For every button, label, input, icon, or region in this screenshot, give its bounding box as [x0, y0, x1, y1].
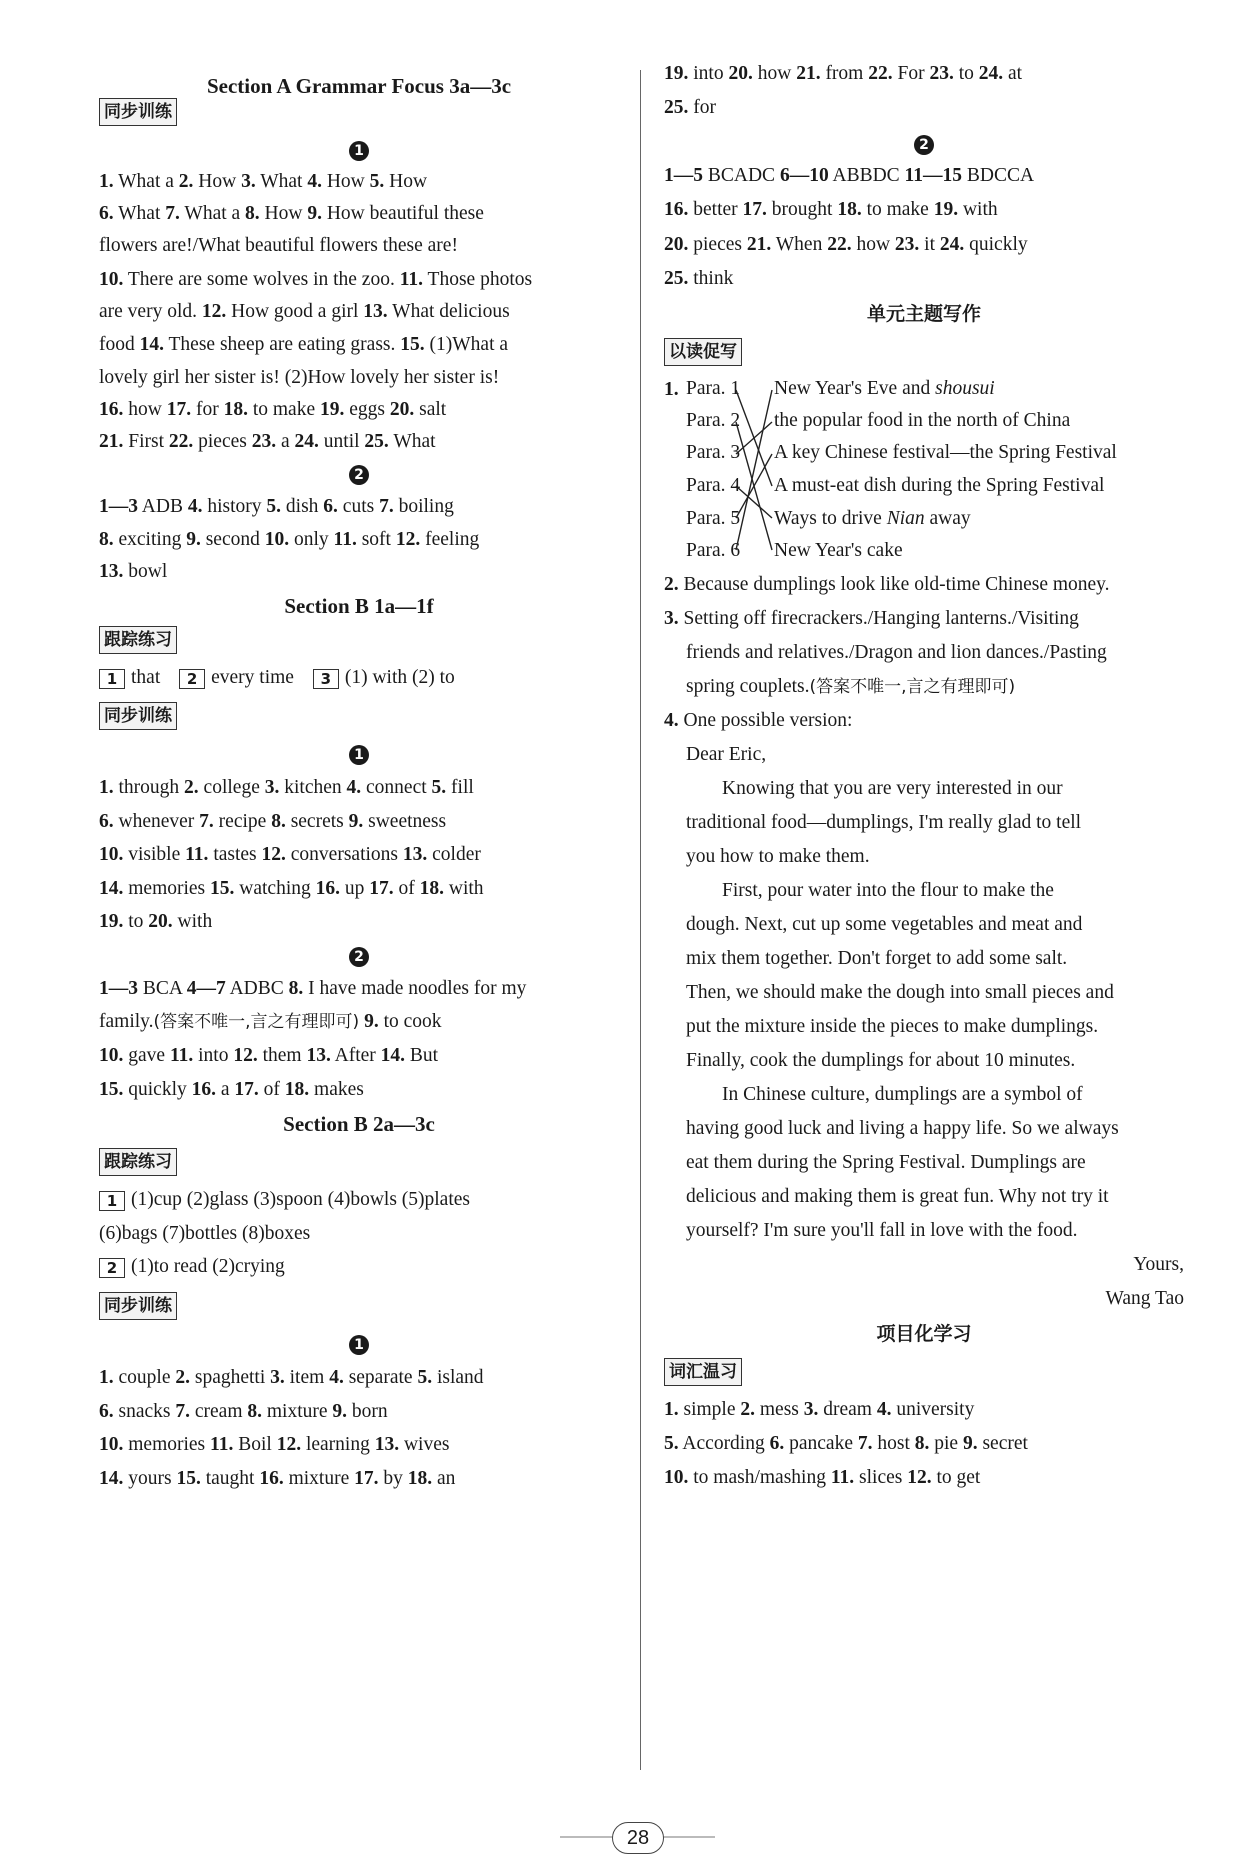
answer-line: 6. snacks 7. cream 8. mixture 9. born	[99, 1401, 388, 1422]
answer-line: (6)bags (7)bottles (8)boxes	[99, 1223, 311, 1244]
answer-line: spring couplets.(答案不唯一,言之有理即可)	[686, 676, 1016, 697]
marker-2: 2	[664, 132, 1184, 156]
answer-line: 1 (1)cup (2)glass (3)spoon (4)bowls (5)plates	[99, 1188, 470, 1212]
tag-genzong-1: 跟踪练习	[99, 626, 177, 654]
answer-line: 1 that 2 every time 3 (1) with (2) to	[99, 666, 455, 690]
marker-1: 1	[99, 742, 619, 766]
letter-line: Finally, cook the dumplings for about 10 minutes.	[686, 1050, 1076, 1071]
answer-line: 16. better 17. brought 18. to make 19. with	[664, 199, 998, 220]
column-divider	[640, 70, 641, 1770]
letter-closing: Yours,	[1133, 1254, 1184, 1275]
answer-line: flowers are!/What beautiful flowers these are!	[99, 235, 458, 256]
para-label: Para. 1	[686, 378, 741, 399]
answer-line: 25. think	[664, 268, 734, 289]
match-line	[736, 454, 772, 518]
answer-line: 4. One possible version:	[664, 710, 853, 731]
marker-1: 1	[99, 1332, 619, 1356]
project-title: 项目化学习	[876, 1323, 972, 1345]
marker-2: 2	[99, 462, 619, 486]
para-label: Para. 3	[686, 442, 741, 463]
answer-line: 10. There are some wolves in the zoo. 11. Those photos	[99, 269, 533, 290]
para-item: New Year's cake	[774, 540, 903, 561]
tag-cihui: 词汇温习	[664, 1358, 742, 1386]
letter-line: you how to make them.	[686, 846, 870, 867]
answer-line: 10. gave 11. into 12. them 13. After 14. But	[99, 1045, 439, 1066]
letter-line: First, pour water into the flour to make the	[722, 880, 1054, 901]
answer-line: 1—3 BCA 4—7 ADBC 8. I have made noodles for my	[99, 978, 527, 999]
tag-tongbu-2: 同步训练	[99, 702, 177, 730]
answer-line: food 14. These sheep are eating grass. 15. (1)What a	[99, 334, 509, 355]
section-b2-title: Section B 2a—3c	[283, 1112, 435, 1136]
answer-line: 14. memories 15. watching 16. up 17. of 18. with	[99, 878, 484, 899]
answer-line: 10. memories 11. Boil 12. learning 13. wives	[99, 1434, 450, 1455]
answer-line: lovely girl her sister is! (2)How lovely her sister is!	[99, 367, 500, 388]
answer-line: 20. pieces 21. When 22. how 23. it 24. quickly	[664, 234, 1028, 255]
answer-line: 15. quickly 16. a 17. of 18. makes	[99, 1079, 364, 1100]
answer-line: 13. bowl	[99, 561, 168, 582]
answer-line: 16. how 17. for 18. to make 19. eggs 20. salt	[99, 399, 447, 420]
para-label: Para. 4	[686, 475, 741, 496]
letter-line: eat them during the Spring Festival. Dumplings are	[686, 1152, 1086, 1173]
answer-line: 25. for	[664, 97, 716, 118]
letter-line: Dear Eric,	[686, 744, 767, 765]
letter-line: having good luck and living a happy life. So we always	[686, 1118, 1119, 1139]
tag-tongbu-3: 同步训练	[99, 1292, 177, 1320]
answer-line: 1.	[664, 379, 679, 400]
answer-line: 1—5 BCADC 6—10 ABBDC 11—15 BDCCA	[664, 165, 1035, 186]
answer-line: 19. into 20. how 21. from 22. For 23. to 24. at	[664, 63, 1023, 84]
letter-line: traditional food—dumplings, I'm really glad to tell	[686, 812, 1082, 833]
letter-line: Knowing that you are very interested in our	[722, 778, 1063, 799]
para-label: Para. 6	[686, 540, 741, 561]
letter-line: Then, we should make the dough into small pieces and	[686, 982, 1114, 1003]
answer-line: 19. to 20. with	[99, 911, 213, 932]
letter-line: yourself? I'm sure you'll fall in love with the food.	[686, 1220, 1078, 1241]
match-line	[736, 486, 772, 518]
letter-line: put the mixture inside the pieces to make dumplings.	[686, 1016, 1099, 1037]
letter-line: delicious and making them is great fun. Why not try it	[686, 1186, 1109, 1207]
answer-line: family.(答案不唯一,言之有理即可) 9. to cook	[99, 1011, 442, 1032]
answer-line: 6. What 7. What a 8. How 9. How beautiful these	[99, 203, 484, 224]
section-b1-title: Section B 1a—1f	[284, 594, 434, 618]
tag-yidu: 以读促写	[664, 338, 742, 366]
tag-tongbu-1: 同步训练	[99, 98, 177, 126]
letter-line: In Chinese culture, dumplings are a symbol of	[722, 1084, 1083, 1105]
answer-line: 5. According 6. pancake 7. host 8. pie 9. secret	[664, 1433, 1028, 1454]
answer-line: friends and relatives./Dragon and lion dances./Pasting	[686, 642, 1107, 663]
para-item: A must-eat dish during the Spring Festival	[774, 475, 1105, 496]
letter-line: mix them together. Don't forget to add some salt.	[686, 948, 1068, 969]
answer-line: 1. couple 2. spaghetti 3. item 4. separate 5. island	[99, 1367, 484, 1388]
para-item: A key Chinese festival—the Spring Festival	[774, 442, 1117, 463]
marker-1: 1	[99, 138, 619, 162]
para-item: the popular food in the north of China	[774, 410, 1071, 431]
answer-line: are very old. 12. How good a girl 13. What delicious	[99, 301, 510, 322]
answer-line: 2 (1)to read (2)crying	[99, 1255, 285, 1279]
letter-line: dough. Next, cut up some vegetables and meat and	[686, 914, 1083, 935]
match-line	[736, 422, 772, 454]
answer-line: 10. visible 11. tastes 12. conversations 13. colder	[99, 844, 481, 865]
para-label: Para. 5	[686, 508, 741, 529]
marker-2: 2	[99, 944, 619, 968]
para-item: Ways to drive Nian away	[774, 508, 971, 529]
answer-line: 2. Because dumplings look like old-time Chinese money.	[664, 574, 1110, 595]
page-number: 28	[612, 1822, 664, 1854]
matching-lines	[734, 378, 774, 570]
answer-line: 1—3 ADB 4. history 5. dish 6. cuts 7. boiling	[99, 496, 454, 517]
answer-line: 1. simple 2. mess 3. dream 4. university	[664, 1399, 975, 1420]
answer-line: 1. What a 2. How 3. What 4. How 5. How	[99, 171, 428, 192]
section-a-title: Section A Grammar Focus 3a—3c	[206, 74, 512, 98]
answer-line: 6. whenever 7. recipe 8. secrets 9. sweetness	[99, 811, 447, 832]
answer-line: 3. Setting off firecrackers./Hanging lanterns./Visiting	[664, 608, 1079, 629]
letter-signature: Wang Tao	[1105, 1288, 1184, 1309]
writing-title: 单元主题写作	[866, 303, 981, 325]
answer-line: 1. through 2. college 3. kitchen 4. connect 5. fill	[99, 777, 474, 798]
para-item: New Year's Eve and shousui	[774, 378, 995, 399]
answer-line: 14. yours 15. taught 16. mixture 17. by 18. an	[99, 1468, 456, 1489]
answer-line: 10. to mash/mashing 11. slices 12. to get	[664, 1467, 981, 1488]
tag-genzong-2: 跟踪练习	[99, 1148, 177, 1176]
para-label: Para. 2	[686, 410, 741, 431]
answer-line: 8. exciting 9. second 10. only 11. soft 12. feeling	[99, 529, 480, 550]
answer-line: 21. First 22. pieces 23. a 24. until 25. What	[99, 431, 436, 452]
